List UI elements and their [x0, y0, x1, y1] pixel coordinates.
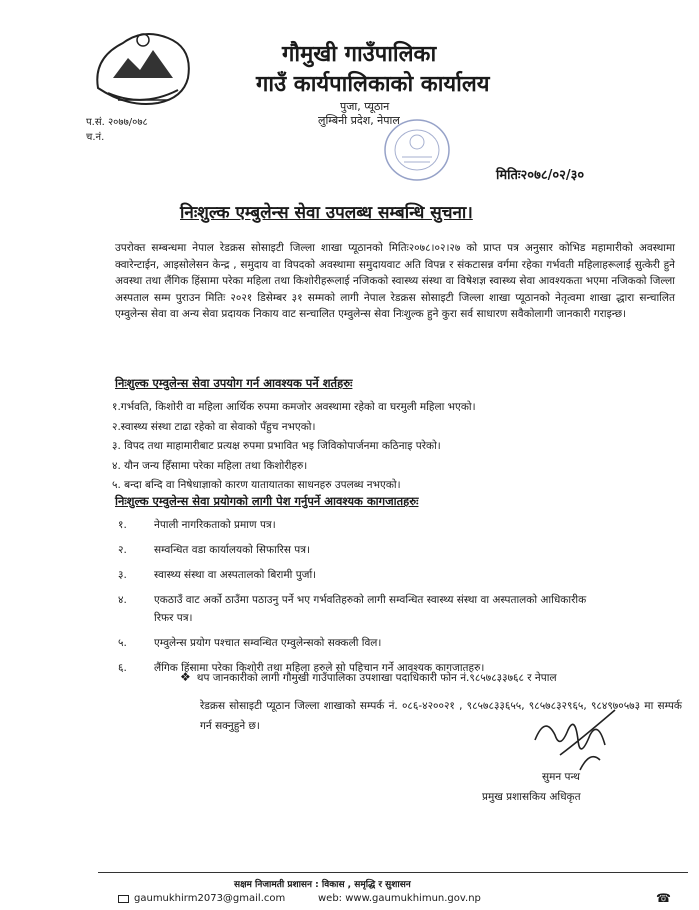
letter-date: मितिः२०७८/०२/३०	[496, 168, 585, 183]
list-item	[118, 591, 608, 627]
list-item-number: ६.	[118, 662, 127, 674]
footer-divider	[98, 872, 688, 873]
conditions-list	[112, 398, 476, 496]
contact-paragraph: रेडक्रस सोसाइटी प्यूठान जिल्ला शाखाको सम्पर्क नं. ०८६-४२००२१ , ९८५७८३३६५५, ९८५७८३२९६५, ९८४९७०५७३ मा सम्पर्क गर्न सक्नुहुने छ।	[200, 700, 682, 732]
bullet-icon: ❖	[180, 670, 191, 684]
contact-text: थप जानकारीको लागी गौमुखी गाउँपालिका उपशाखा पदाधिकारी फोन नं.९८५७८३३७६८ र नेपाल	[196, 672, 557, 684]
list-item-text: एकठाउँ वाट अर्को ठाउँमा पठाउनु पर्ने भए गर्भवतिहरुको लागी सम्वन्धित स्वास्थ्य संस्था वा अस्पतालको आधिकारीक रिफर पत्र।	[154, 594, 587, 624]
notice-title: निःशुल्क एम्बुलेन्स सेवा उपलब्ध सम्बन्धि सुचना।	[180, 203, 473, 223]
list-item-text: स्वास्थ्य संस्था वा अस्पतालको बिरामी पुर्जा।	[154, 569, 317, 581]
office-subtitle: गाउँ कार्यपालिकाको कार्यालय	[256, 72, 490, 97]
list-item: ५. बन्दा बन्दि वा निषेधाज्ञाको कारण यातायातका साधनहरु उपलब्ध नभएको।	[112, 479, 401, 491]
list-item-text: एम्वुलेन्स प्रयोग पश्चात सम्वन्धित एम्वुलेन्सको सक्कली विल।	[154, 637, 382, 649]
footer-motto: सक्षम निजामती प्रशासन : विकास , समृद्धि र सुशासन	[234, 880, 411, 890]
list-item	[118, 516, 608, 534]
list-item: ३. विपद तथा माहामारीबाट प्रत्यक्ष रुपमा प्रभावित भइ जिविकोपार्जनमा कठिनाइ परेको।	[112, 440, 441, 452]
footer-website[interactable]: web: www.gaumukhimun.gov.np	[318, 893, 481, 904]
mail-icon	[118, 895, 129, 903]
email-text[interactable]: gaumukhirm2073@gmail.com	[134, 893, 286, 904]
nepal-emblem-icon	[78, 18, 208, 118]
signatory-name: सुमन पन्थ	[542, 771, 581, 783]
list-item-number: ३.	[118, 569, 127, 581]
documents-list	[118, 516, 608, 684]
list-item-text: लैंगिक हिंसामा परेका किशोरी तथा महिला हरुले सो पहिचान गर्ने आवश्यक कागजातहरु।	[154, 662, 485, 674]
list-item	[118, 634, 608, 652]
signatory-title: प्रमुख प्रशासकिय अधिकृत	[482, 791, 581, 803]
list-item-number: ५.	[118, 637, 127, 649]
office-stamp-icon	[372, 112, 472, 192]
list-item: १.गर्भवति, किशोरी वा महिला आर्थिक रुपमा कमजोर अवस्थामा रहेको वा घरमुली महिला भएको।	[112, 401, 476, 413]
reference-number: प.सं. २०७७/०७८	[86, 117, 148, 128]
signature-icon	[520, 700, 630, 780]
address-line-2: लुम्बिनी प्रदेश, नेपाल	[318, 114, 400, 127]
phone-icon: ☎	[656, 891, 671, 905]
dispatch-number: च.नं.	[86, 132, 105, 143]
contact-line	[180, 670, 680, 685]
list-item: २.स्वास्थ्य संस्था टाढा रहेको वा सेवाको पँहुच नभएको।	[112, 420, 316, 433]
documents-heading: निःशुल्क एम्वुलेन्स सेवा प्रयोगको लागी पेश गर्नुपर्ने आवश्यक कागजातहरुः	[115, 494, 419, 508]
list-item-number: २.	[118, 544, 127, 556]
body-paragraph: उपरोक्त सम्बन्धमा नेपाल रेडक्रस सोसाइटी जिल्ला शाखा प्यूठानको मितिः२०७८।०२।२७ को प्राप्त पत्र अनुसार कोभिड महामारीको अवस्थामा क्वारेन्टाईन, आइसोलेसन केन्द्र , समुदाय वा विपदको अवस्थामा समुदायवाट अति विपन्न र संकटासन्न वर्गमा रहेका गर्भवती महिलाहरूलाई सुत्केरी हुने अवस्था तथा लैंगिक हिंसामा परेका महिला तथा किशोरीहरूलाई नजिकको स्वास्थ्य संस्था वा विषेशज्ञ स्वास्थ्य सेवा आवश्यकता भएमा नजिकको जिल्ला अस्पताल सम्म पुराउन मितिः २०२१ डिसेम्बर ३१ सम्मको लागी नेपाल रेडक्रस सोसाइटी जिल्ला शाखा प्यूठानको नेतृत्वमा शाखा द्धारा सन्चालित एम्वुलेन्स सेवा वा अन्य सेवा प्रदायक निकाय वाट सन्चालित एम्वुलेन्स सेवा निःशुल्क हुने कुरा सर्व साधारण सवैकोलागी जानकारी गराइन्छ।	[115, 242, 675, 320]
conditions-heading: निःशुल्क एम्वुलेन्स सेवा उपयोग गर्न आवश्यक पर्ने शर्तहरुः	[115, 376, 353, 390]
list-item-text: नेपाली नागरिकताको प्रमाण पत्र।	[154, 519, 276, 531]
list-item-number: १.	[118, 519, 127, 531]
office-name: गौमुखी गाउँपालिका	[282, 42, 437, 67]
list-item-text: सम्वन्धित वडा कार्यालयको सिफारिस पत्र।	[154, 544, 311, 556]
list-item	[118, 541, 608, 559]
footer-email	[118, 893, 285, 904]
address-line-1: पुजा, प्यूठान	[340, 100, 390, 113]
list-item-number: ४.	[118, 594, 127, 606]
list-item	[118, 566, 608, 584]
list-item: ४. यौन जन्य हिँसामा परेका महिला तथा किशोरीहरु।	[112, 459, 308, 472]
